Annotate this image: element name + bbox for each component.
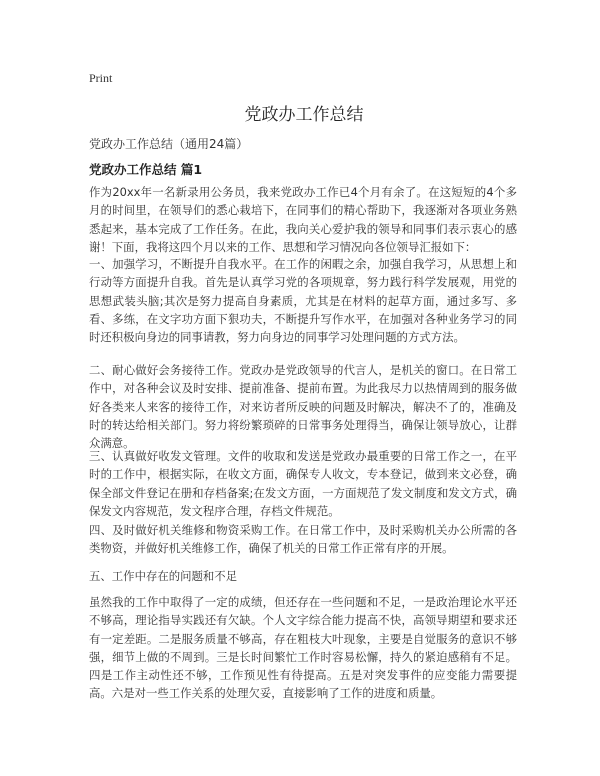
paragraph-procurement: 四、及时做好机关维修和物资采购工作。在日常工作中，及时采购机关办公所需的各类物资，并做好机关维修工作，确保了机关的日常工作正常有序的开展。	[89, 523, 517, 556]
section-title: 党政办工作总结 篇1	[89, 162, 203, 177]
section-heading-problems: 五、工作中存在的问题和不足	[89, 569, 238, 583]
paragraph-documents: 三、认真做好收发文管理。文件的收取和发送是党政办最重要的日常工作之一，在平时的工作中，根据实际，在收文方面，确保专人收文，专本登记，做到来文必登，确保全部文件登记在册和存档备案;在发文方面，一方面规范了发文制度和发文方式，确保发文内容规范，发文程序合理，存档文件规范。	[89, 449, 517, 518]
paragraph-intro: 作为20xx年一名新录用公务员，我来党政办工作已4个月有余了。在这短短的4个多月的时间里，在领导们的悉心栽培下，在同事们的精心帮助下，我逐渐对各项业务熟悉起来，基本完成了工作任务。在此，我向关心爱护我的领导和同事们表示衷心的感谢！下面，我将这四个月以来的工作、思想和学习情况向各位领导汇报如下：	[89, 185, 517, 254]
paragraph-reception: 二、耐心做好会务接待工作。党政办是党政领导的代言人，是机关的窗口。在日常工作中，对各种会议及时安排、提前准备、提前布置。为此我尽力以热情周到的服务做好各类来人来客的接待工作，对来访者所反映的问题及时解决，解决不了的，准确及时的转达给相关部门。努力将纷繁琐碎的日常事务处理得当，确保让领导放心，让群众满意。	[89, 363, 517, 451]
print-link[interactable]: Print	[89, 71, 113, 85]
paragraph-study: 一、加强学习，不断提升自我水平。在工作的闲暇之余，加强自我学习，从思想上和行动等方面提升自我。首先是认真学习党的各项规章，努力践行科学发展观，用党的思想武装头脑;其次是努力提高自身素质，尤其是在材料的起草方面，通过多写、多看、多练，在文字功方面下狠功夫，不断提升写作水平，在加强对各种业务学习的同时还积极向身边的同事请教，努力向身边的同事学习处理问题的方式方法。	[89, 257, 517, 345]
paragraph-problems: 虽然我的工作中取得了一定的成绩，但还存在一些问题和不足，一是政治理论水平还不够高，理论指导实践还有欠缺。个人文字综合能力提高不快，高领导期望和要求还有一定差距。二是服务质量不够高，存在粗枝大叶现象，主要是自觉服务的意识不够强，细节上做的不周到。三是长时间繁忙工作时容易松懈，持久的紧迫感稍有不足。四是工作主动性还不够，工作预见性有待提高。五是对突发事件的应变能力需要提高。六是对一些工作关系的处理欠妥，直接影响了工作的进度和质量。	[89, 595, 517, 701]
document-subtitle: 党政办工作总结（通用24篇）	[89, 137, 249, 151]
document-title: 党政办工作总结	[244, 105, 364, 125]
